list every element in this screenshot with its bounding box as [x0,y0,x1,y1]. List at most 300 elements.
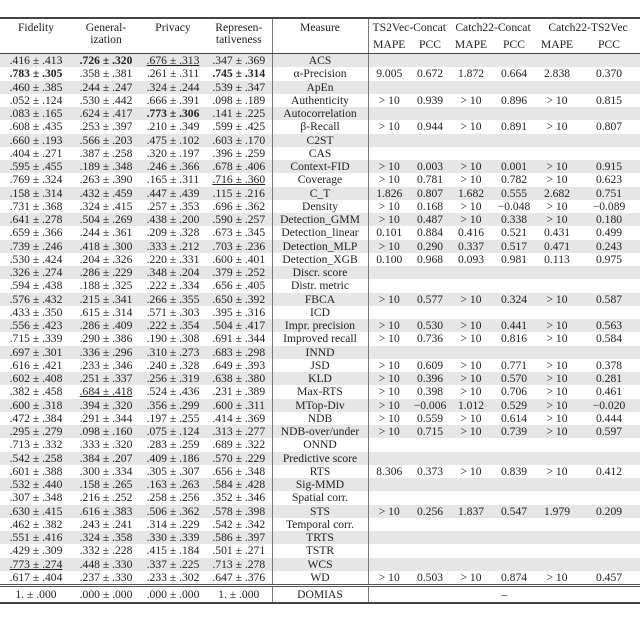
ts2vec-concat-mape: > 10 [368,240,410,253]
catch22-concat-mape: > 10 [460,358,482,372]
score-value: .571 ± .303 [146,305,200,319]
catch22-ts2vec-pcc [578,518,640,531]
catch22-concat-mape: > 10 [450,293,492,306]
representativeness-cell [206,531,272,544]
generalization-cell [72,160,140,173]
measure-name: WCS [272,558,368,571]
score-value: .347 ± .369 [212,54,266,67]
catch22-ts2vec-mape [536,478,578,491]
generalization-cell [72,359,140,372]
privacy-cell [140,306,206,319]
score-value: .599 ± .425 [212,120,266,134]
privacy-cell [140,279,206,292]
catch22-ts2vec-mape: > 10 [536,372,578,385]
ts2vec-concat-mape: > 10 [368,293,410,306]
catch22-ts2vec-mape: 2.682 [536,187,578,200]
catch22-concat-pcc: 0.001 [492,160,536,173]
score-value: .429 ± .309 [9,544,63,558]
privacy-cell [140,412,206,425]
score-value: .608 ± .435 [9,120,63,134]
representativeness-cell [206,200,272,213]
score-value: .358 ± .381 [79,67,133,81]
table-row [0,266,640,279]
score-value: .209 ± .328 [146,226,200,240]
measure-name: WD [272,571,368,586]
table-row [0,187,640,200]
catch22-concat-pcc [492,491,536,504]
ts2vec-concat-mape: > 10 [378,570,400,584]
catch22-ts2vec-pcc: 0.597 [578,425,640,438]
catch22-concat-pcc [492,518,536,531]
measure-name: Discr. score [272,266,368,279]
privacy-cell [140,253,206,266]
score-value: .506 ± .362 [146,504,200,518]
catch22-concat-pcc [492,544,536,557]
score-value: .586 ± .397 [212,531,266,544]
privacy-cell [140,544,206,557]
score-value: .382 ± .458 [9,385,63,399]
ts2vec-concat-pcc [410,306,450,319]
representativeness-cell [206,266,272,279]
generalization-cell [72,571,140,586]
catch22-ts2vec-mape: 1.979 [536,505,578,518]
measure-name: Coverage [272,173,368,186]
catch22-concat-pcc [492,107,536,120]
representativeness-cell [206,452,272,465]
score-value: .384 ± .207 [79,451,133,465]
generalization-cell [72,67,140,80]
representativeness-cell [206,240,272,253]
catch22-concat-pcc: 0.739 [492,425,536,438]
ts2vec-concat-pcc: 0.944 [416,120,444,134]
score-value: .783 ± .305 [9,67,63,81]
score-value: .415 ± .184 [146,544,200,558]
ts2vec-concat-mape: > 10 [368,505,410,518]
score-value: .624 ± .417 [79,107,133,120]
catch22-ts2vec-mape [536,306,578,319]
ts2vec-concat-mape [368,346,410,359]
representativeness-cell [206,425,272,438]
catch22-ts2vec-pcc [578,107,640,120]
ts2vec-concat-mape [368,306,410,319]
score-value: .532 ± .440 [9,478,63,491]
measure-name: RTS [272,465,368,478]
representativeness-cell [206,412,272,425]
score-value: .251 ± .337 [79,372,133,385]
generalization-cell [72,147,140,160]
score-value: .313 ± .277 [212,425,266,438]
catch22-ts2vec-mape: 2.838 [543,67,571,81]
ts2vec-concat-pcc [410,147,450,160]
catch22-ts2vec-pcc: 0.563 [578,319,640,332]
catch22-ts2vec-pcc: 0.370 [595,67,623,81]
score-value: .197 ± .255 [146,411,200,425]
score-value: .578 ± .398 [212,504,266,518]
table-row [0,173,640,186]
table-row [0,491,640,504]
catch22-ts2vec-pcc: 0.623 [595,173,623,187]
fidelity-cell [0,160,72,173]
privacy-cell [140,94,206,107]
measure-name: ICD [272,306,368,319]
catch22-concat-pcc: 0.771 [500,358,528,372]
privacy-cell [140,173,206,186]
fidelity-cell [0,346,72,359]
catch22-ts2vec-mape [536,558,578,571]
table-row [0,240,640,253]
score-value: .141 ± .225 [212,107,266,120]
score-value: .290 ± .386 [79,332,133,346]
ts2vec-concat-mape: > 10 [378,358,400,372]
score-value: .601 ± .388 [9,464,63,478]
catch22-concat-pcc [492,81,536,94]
ts2vec-concat-pcc: 0.715 [410,425,450,438]
generalization-cell [72,399,140,412]
catch22-concat-pcc [492,279,536,292]
catch22-concat-mape [450,81,492,94]
generalization-cell [72,412,140,425]
score-value: .576 ± .432 [9,292,63,306]
fidelity-cell [0,319,72,332]
representativeness-cell [206,94,272,107]
catch22-concat-mape: > 10 [460,411,482,425]
privacy-cell [140,107,206,120]
measure-name: Spatial corr. [272,491,368,504]
ts2vec-concat-pcc: 0.884 [416,226,444,240]
score-value: .231 ± .389 [212,385,266,399]
fidelity-cell [0,478,72,491]
score-value: .715 ± .339 [9,332,63,346]
score-value: .600 ± .311 [212,398,265,412]
catch22-ts2vec-pcc [578,346,640,359]
catch22-ts2vec-pcc [578,306,640,319]
catch22-concat-mape [450,531,492,544]
fidelity-cell [0,332,72,345]
catch22-ts2vec-pcc: −0.089 [592,199,626,213]
table-row [0,134,640,147]
score-value: .222 ± .334 [146,279,200,293]
measure-name: MTop-Div [272,399,368,412]
catch22-concat-mape [450,134,492,147]
measure-name: Detection_GMM [272,213,368,226]
score-value: .504 ± .269 [79,213,133,226]
score-value: .233 ± .346 [79,358,133,372]
table-row [0,372,640,385]
ts2vec-concat-mape: 0.101 [376,226,403,240]
table-row [0,213,640,226]
representativeness-cell [206,107,272,120]
generalization-cell [72,306,140,319]
catch22-ts2vec-mape: > 10 [546,385,568,399]
score-value: .075 ± .124 [146,425,200,438]
score-value: .584 ± .428 [212,478,266,491]
catch22-concat-mape: > 10 [460,199,482,213]
measure-name: CAS [272,147,368,160]
catch22-ts2vec-mape [536,279,578,292]
ts2vec-concat-mape [368,107,410,120]
catch22-ts2vec-pcc: 0.915 [578,160,640,173]
score-value: .416 ± .413 [9,54,63,67]
catch22-concat-pcc [492,558,536,571]
score-value: .307 ± .348 [9,491,63,505]
measure-name: β-Recall [272,120,368,133]
privacy-cell [140,558,206,571]
ts2vec-concat-mape: 1.826 [368,187,410,200]
score-value: .650 ± .392 [212,292,266,306]
catch22-ts2vec-pcc: 0.587 [578,293,640,306]
privacy-cell [140,293,206,306]
catch22-ts2vec-mape: > 10 [536,399,578,412]
representativeness-cell [206,372,272,385]
score-value: .656 ± .348 [212,464,266,478]
embedding-results-cell: – [368,586,640,604]
score-value: .656 ± .405 [212,279,266,293]
representativeness-cell [206,438,272,451]
table-row [0,505,640,518]
catch22-concat-pcc: −0.048 [497,199,531,213]
catch22-concat-pcc: 0.441 [492,319,536,332]
score-value: .163 ± .263 [146,478,200,491]
score-value: .295 ± .279 [9,425,63,438]
generalization-cell [72,279,140,292]
fidelity-cell [0,134,72,147]
generalization-cell [72,518,140,531]
generalization-cell [72,478,140,491]
measure-name: Detection_linear [272,226,368,239]
score-value: .647 ± .376 [212,570,266,584]
score-value: .666 ± .391 [146,93,200,107]
catch22-ts2vec-mape: > 10 [536,425,578,438]
catch22-ts2vec-mape: > 10 [546,464,568,478]
catch22-concat-mape: > 10 [450,213,492,226]
measure-name: NDB-over/under [272,425,368,438]
score-value: .246 ± .366 [146,160,200,173]
catch22-concat-pcc [492,452,536,465]
fidelity-cell [0,465,72,478]
ts2vec-concat-pcc: 0.781 [416,173,444,187]
fidelity-cell [0,107,72,120]
table-row [0,94,640,107]
ts2vec-concat-pcc: 0.503 [416,570,444,584]
ts2vec-concat-mape [368,531,410,544]
ts2vec-concat-pcc [410,452,450,465]
score-value: .396 ± .259 [212,146,266,160]
ts2vec-concat-mape [368,491,410,504]
table-header [0,18,640,54]
catch22-ts2vec-pcc [578,54,640,68]
fidelity-cell [0,226,72,239]
score-value: .769 ± .324 [9,173,63,187]
measure-name: Improved recall [272,332,368,345]
sub-pcc: PCC [419,38,441,51]
catch22-ts2vec-mape: > 10 [536,319,578,332]
group-catch22-ts2vec: Catch22-TS2Vec [548,21,628,34]
score-value: .713 ± .278 [212,557,266,571]
fidelity-cell [0,438,72,451]
measure-name: α-Precision [272,67,368,80]
catch22-concat-mape [450,266,492,279]
score-value: .253 ± .397 [79,120,133,134]
score-value: .676 ± .313 [146,54,200,67]
catch22-concat-pcc: 0.981 [500,252,528,266]
ts2vec-concat-pcc: 0.736 [416,332,444,346]
measure-name: TSTR [272,544,368,557]
catch22-concat-mape: > 10 [460,385,482,399]
fidelity-cell [0,425,72,438]
catch22-concat-pcc: 0.706 [500,385,528,399]
score-value: .641 ± .278 [9,213,63,226]
representativeness-cell [206,518,272,531]
score-value: .524 ± .436 [146,385,200,399]
score-value: .691 ± .344 [212,332,266,346]
ts2vec-concat-mape: > 10 [368,213,410,226]
sub-pcc: PCC [598,38,620,51]
table-row [0,253,640,266]
score-value: .404 ± .271 [9,146,63,160]
ts2vec-concat-mape [368,279,410,292]
table-row [0,293,640,306]
score-value: .233 ± .302 [146,570,200,584]
generalization-cell [72,54,140,68]
ts2vec-concat-mape [368,438,410,451]
measure-name: NDB [272,412,368,425]
catch22-concat-mape: > 10 [450,160,492,173]
catch22-ts2vec-mape: > 10 [546,411,568,425]
ts2vec-concat-pcc [410,478,450,491]
representativeness-cell [206,346,272,359]
score-value: .602 ± .408 [9,372,63,385]
catch22-ts2vec-pcc [578,81,640,94]
catch22-ts2vec-pcc: 0.751 [578,187,640,200]
ts2vec-concat-pcc [410,107,450,120]
score-value: .603 ± .170 [212,133,266,147]
catch22-concat-mape [450,558,492,571]
ts2vec-concat-mape [368,452,410,465]
score-value: .237 ± .330 [79,570,133,584]
score-value: .660 ± .193 [9,133,63,147]
ts2vec-concat-mape [368,518,410,531]
catch22-concat-mape: > 10 [460,464,482,478]
score-value: .703 ± .236 [212,239,266,253]
score-value: .773 ± .306 [146,107,200,120]
privacy-cell [140,478,206,491]
representativeness-cell: 1. ± .000 [206,586,272,604]
ts2vec-concat-mape [368,544,410,557]
score-value: .330 ± .339 [146,531,200,544]
catch22-concat-pcc: 0.324 [492,293,536,306]
generalization-cell [72,213,140,226]
score-value: .438 ± .200 [146,213,200,226]
table-row [0,81,640,94]
catch22-ts2vec-pcc [578,147,640,160]
score-value: .726 ± .320 [79,54,133,67]
score-value: .188 ± .325 [79,279,133,293]
ts2vec-concat-pcc: 0.168 [416,199,444,213]
ts2vec-concat-mape: > 10 [378,332,400,346]
catch22-concat-mape: 0.416 [457,226,485,240]
catch22-ts2vec-mape: > 10 [546,93,568,107]
ts2vec-concat-pcc: 0.939 [416,93,444,107]
representativeness-cell [206,54,272,68]
privacy-cell [140,399,206,412]
ts2vec-concat-mape: > 10 [378,173,400,187]
ts2vec-concat-pcc [410,518,450,531]
score-value: .244 ± .247 [79,80,133,94]
catch22-concat-pcc: 0.664 [500,67,528,81]
score-value: .324 ± .244 [146,80,200,94]
measure-name: KLD [272,372,368,385]
catch22-concat-mape: > 10 [460,93,482,107]
ts2vec-concat-mape [368,81,410,94]
fidelity-cell [0,412,72,425]
catch22-concat-mape [450,452,492,465]
ts2vec-concat-pcc [410,266,450,279]
privacy-cell [140,425,206,438]
privacy-cell [140,465,206,478]
score-value: .115 ± .216 [212,186,265,200]
score-value: .305 ± .307 [146,464,200,478]
fidelity-cell [0,293,72,306]
ts2vec-concat-pcc: −0.006 [410,399,450,412]
ts2vec-concat-pcc [410,81,450,94]
catch22-concat-mape [450,478,492,491]
score-value: .659 ± .366 [9,226,63,240]
table-row [0,478,640,491]
score-value: .448 ± .330 [79,557,133,571]
ts2vec-concat-pcc: 0.577 [410,293,450,306]
score-value: .539 ± .347 [212,80,266,94]
score-value: .673 ± .345 [212,226,266,240]
privacy-cell [140,134,206,147]
ts2vec-concat-pcc: 0.559 [416,411,444,425]
score-value: .286 ± .409 [79,319,133,332]
catch22-concat-mape: > 10 [460,173,482,187]
results-table-container [0,17,640,604]
score-value: .460 ± .385 [9,80,63,94]
score-value: .158 ± .265 [79,478,133,491]
measure-name: Predictive score [272,452,368,465]
table-row [0,425,640,438]
table-row [0,226,640,239]
score-value: .286 ± .229 [79,266,133,279]
catch22-ts2vec-mape [536,438,578,451]
score-value: .098 ± .160 [79,425,133,438]
ts2vec-concat-mape [368,54,410,68]
score-value: .204 ± .326 [79,252,133,266]
catch22-ts2vec-mape [536,452,578,465]
ts2vec-concat-pcc [410,54,450,68]
score-value: .475 ± .102 [146,133,200,147]
catch22-ts2vec-pcc [578,279,640,292]
score-value: .683 ± .298 [212,345,266,359]
fidelity-cell [0,81,72,94]
measure-name: Autocorrelation [272,107,368,120]
ts2vec-concat-pcc: 0.373 [416,464,444,478]
table-row [0,385,640,398]
table-row [0,531,640,544]
table-row [0,147,640,160]
fidelity-cell [0,452,72,465]
table-row [0,359,640,372]
score-value: .256 ± .319 [146,372,200,385]
sub-mape: MAPE [540,38,574,51]
catch22-concat-pcc: 0.816 [500,332,528,346]
score-value: .638 ± .380 [212,372,266,385]
score-value: .542 ± .342 [212,517,266,531]
catch22-ts2vec-mape [536,518,578,531]
privacy-cell [140,200,206,213]
generalization-cell [72,187,140,200]
